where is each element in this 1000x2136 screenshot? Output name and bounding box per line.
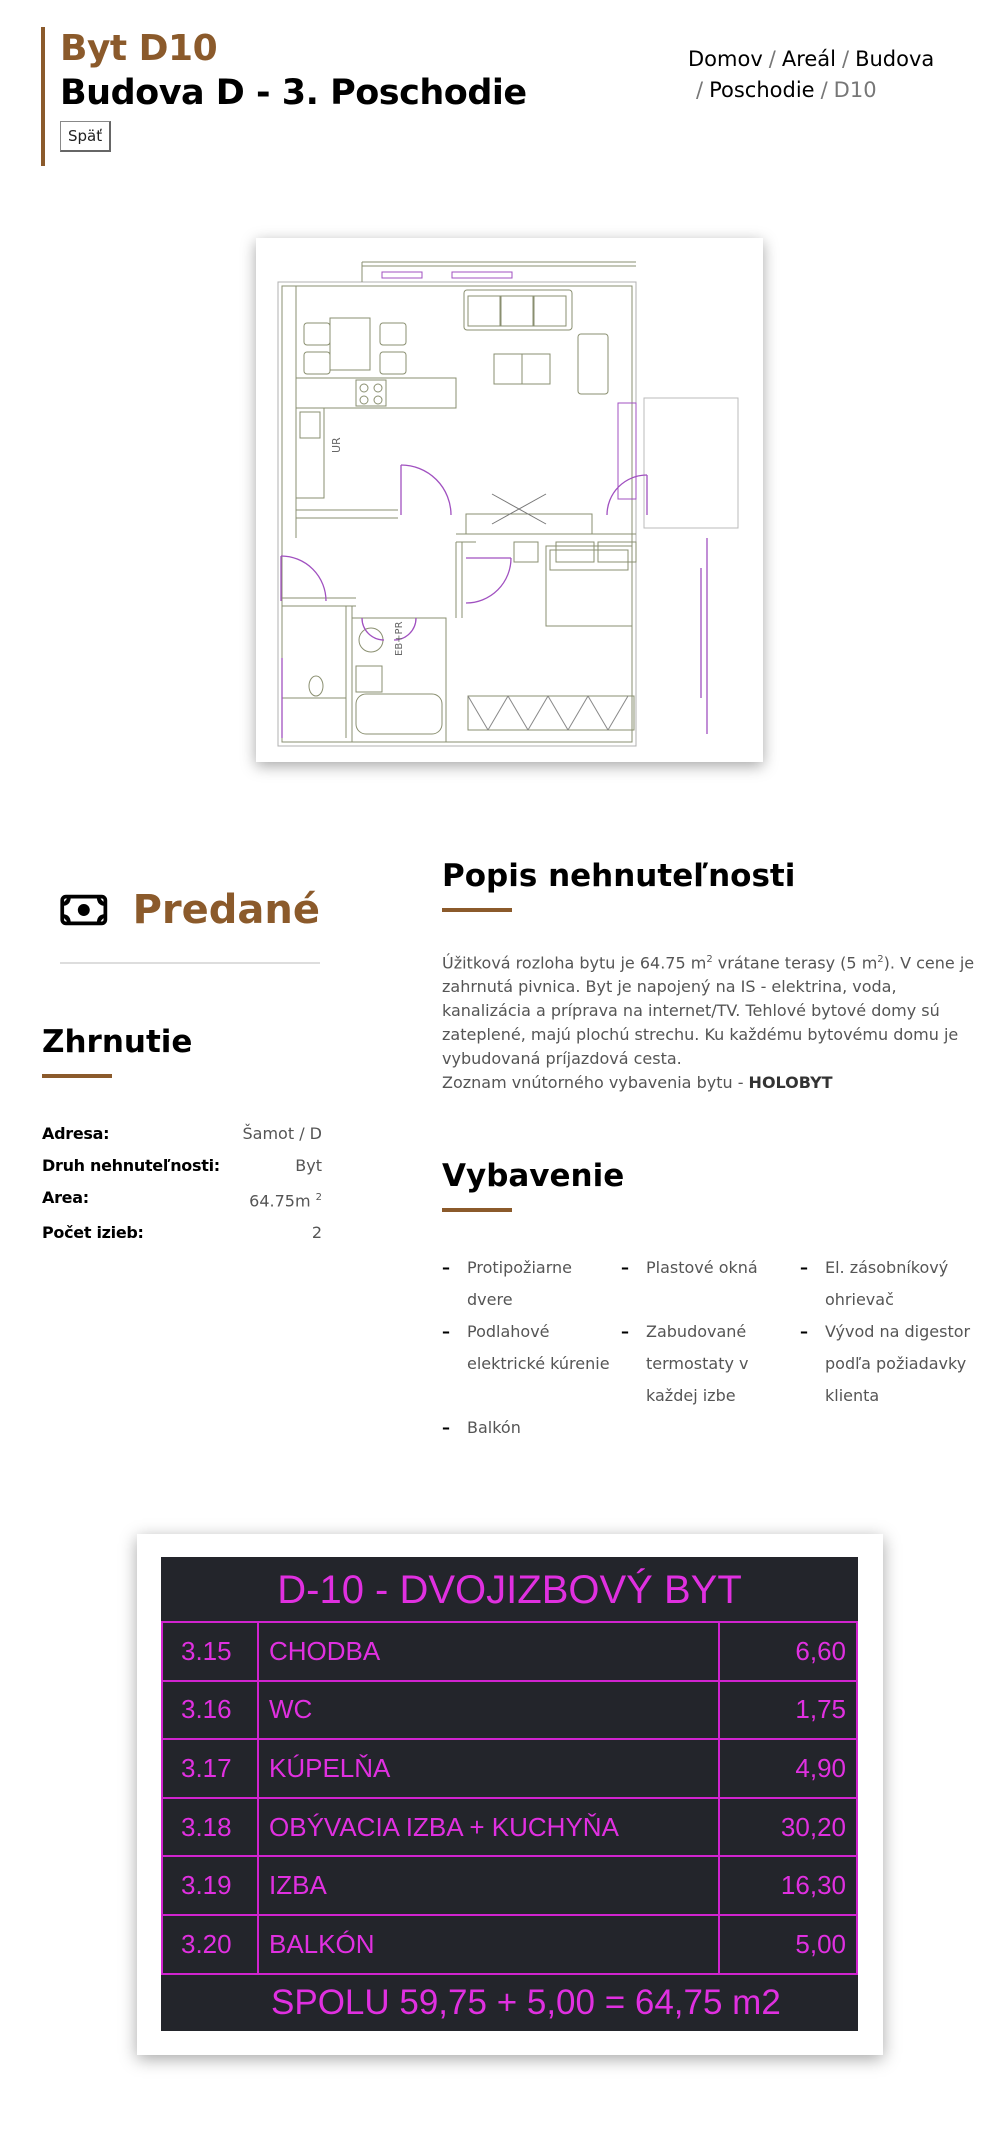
summary-section: [42, 1024, 322, 1249]
status-label: Predané: [132, 887, 320, 933]
description-part: vrátane terasy (5 m: [712, 953, 878, 973]
breadcrumb-link-areal[interactable]: Areál: [781, 47, 837, 71]
table-row: [161, 1623, 858, 1682]
list-item: [800, 1252, 982, 1316]
list-item-label: Balkón: [467, 1418, 521, 1437]
apartment-title: Byt D10: [60, 28, 218, 69]
summary-key: Druh nehnuteľnosti:: [42, 1156, 220, 1175]
breadcrumb-separator: /: [768, 47, 776, 71]
summary-row-address: [42, 1118, 322, 1150]
summary-list: [42, 1118, 322, 1249]
list-item-label: Vývod na digestor podľa požiadavky klienta: [825, 1322, 971, 1405]
summary-key: Počet izieb:: [42, 1223, 144, 1243]
dash-bullet: –: [800, 1258, 808, 1277]
dash-bullet: –: [442, 1258, 450, 1277]
sale-status: [60, 878, 320, 964]
area-value: 64.75m: [249, 1191, 311, 1211]
list-item: [621, 1316, 800, 1412]
back-button[interactable]: Späť: [60, 121, 111, 152]
table-row: [161, 1857, 858, 1916]
summary-value: Byt: [295, 1156, 322, 1175]
list-item: [442, 1316, 621, 1412]
description-text: [442, 948, 982, 1095]
room-area: 6,60: [720, 1623, 858, 1680]
summary-row-type: [42, 1150, 322, 1182]
summary-value: [249, 1182, 322, 1217]
room-name: WC: [259, 1682, 720, 1739]
equipment-list-intro: Zoznam vnútorného vybavenia bytu -: [442, 1073, 749, 1093]
summary-key: Adresa:: [42, 1124, 110, 1143]
superscript: 2: [706, 954, 713, 965]
list-item: [621, 1252, 800, 1316]
room-number: 3.18: [161, 1799, 259, 1856]
description-part: Úžitková rozloha bytu je 64.75 m: [442, 953, 707, 973]
list-item-label: Zabudované termostaty v každej izbe: [646, 1322, 749, 1405]
list-item-label: Plastové okná: [646, 1258, 758, 1277]
room-area: 16,30: [720, 1857, 858, 1914]
room-areas-table: [161, 1557, 858, 2031]
room-number: 3.17: [161, 1740, 259, 1797]
floorplan-label-ebpr: EB+PR: [394, 621, 405, 656]
room-total: SPOLU 59,75 + 5,00 = 64,75 m2: [271, 1982, 781, 2022]
list-item: [442, 1412, 621, 1444]
room-area: 5,00: [720, 1916, 858, 1973]
room-number: 3.16: [161, 1682, 259, 1739]
description-part: ). V cene je zahrnutá pivnica. Byt je napojený na IS - elektrina, voda, kanalizácia a príprava na internet/TV. Tehlové bytové domy sú zateplené, majú plochú strechu. Ku každému bytovému domu je vybudovaná príjazdová cesta.: [442, 953, 975, 1069]
breadcrumb-link-home[interactable]: Domov: [688, 47, 763, 71]
table-row: [161, 1916, 858, 1975]
summary-heading: Zhrnutie: [42, 1024, 193, 1060]
equipment-package-name: HOLOBYT: [748, 1073, 833, 1093]
room-name: IZBA: [259, 1857, 720, 1914]
room-areas-image[interactable]: [137, 1534, 883, 2055]
room-name: BALKÓN: [259, 1916, 720, 1973]
dash-bullet: –: [442, 1418, 450, 1437]
room-number: 3.15: [161, 1623, 259, 1680]
list-item: [442, 1252, 621, 1316]
dash-bullet: –: [800, 1322, 808, 1341]
floorplan-drawing: [256, 238, 763, 762]
breadcrumb: [688, 44, 988, 106]
room-name: CHODBA: [259, 1623, 720, 1680]
list-item-label: Protipožiarne dvere: [467, 1258, 572, 1309]
room-number: 3.20: [161, 1916, 259, 1973]
summary-row-rooms: [42, 1217, 322, 1249]
summary-key: Area:: [42, 1188, 89, 1207]
heading-underline: [442, 1208, 512, 1212]
breadcrumb-separator: /: [696, 78, 704, 102]
room-table-title: D-10 - DVOJIZBOVÝ BYT: [161, 1557, 858, 1623]
breadcrumb-link-budova[interactable]: Budova: [855, 47, 935, 71]
room-number: 3.19: [161, 1857, 259, 1914]
dash-bullet: –: [621, 1258, 629, 1277]
heading-underline: [442, 908, 512, 912]
description-section: [442, 858, 982, 1095]
equipment-heading: Vybavenie: [442, 1158, 625, 1194]
table-row: [161, 1740, 858, 1799]
area-unit-exponent: 2: [315, 1192, 322, 1203]
list-item-label: El. zásobníkový ohrievač: [825, 1258, 949, 1309]
building-title: Budova D - 3. Poschodie: [60, 73, 527, 113]
room-area: 30,20: [720, 1799, 858, 1856]
room-name: OBÝVACIA IZBA + KUCHYŇA: [259, 1799, 720, 1856]
summary-row-area: [42, 1182, 322, 1217]
dash-bullet: –: [621, 1322, 629, 1341]
summary-value: Šamot / D: [242, 1124, 322, 1143]
dash-bullet: –: [442, 1322, 450, 1341]
page-header: [41, 27, 561, 166]
floorplan-image[interactable]: [256, 238, 763, 762]
table-row: [161, 1799, 858, 1858]
equipment-list: [442, 1252, 982, 1444]
description-heading: Popis nehnuteľnosti: [442, 858, 796, 894]
breadcrumb-separator: /: [820, 78, 828, 102]
superscript: 2: [877, 954, 884, 965]
floorplan-label-ur: UR: [330, 437, 343, 453]
table-row: [161, 1682, 858, 1741]
breadcrumb-current: D10: [833, 78, 877, 102]
room-area: 1,75: [720, 1682, 858, 1739]
banknote-icon: [60, 888, 108, 932]
breadcrumb-link-poschodie[interactable]: Poschodie: [709, 78, 815, 102]
breadcrumb-separator: /: [842, 47, 850, 71]
room-name: KÚPELŇA: [259, 1740, 720, 1797]
list-item: [800, 1316, 982, 1412]
list-item-label: Podlahové elektrické kúrenie: [467, 1322, 610, 1373]
room-area: 4,90: [720, 1740, 858, 1797]
equipment-section: [442, 1158, 982, 1444]
heading-underline: [42, 1074, 112, 1078]
summary-value: 2: [311, 1223, 322, 1243]
